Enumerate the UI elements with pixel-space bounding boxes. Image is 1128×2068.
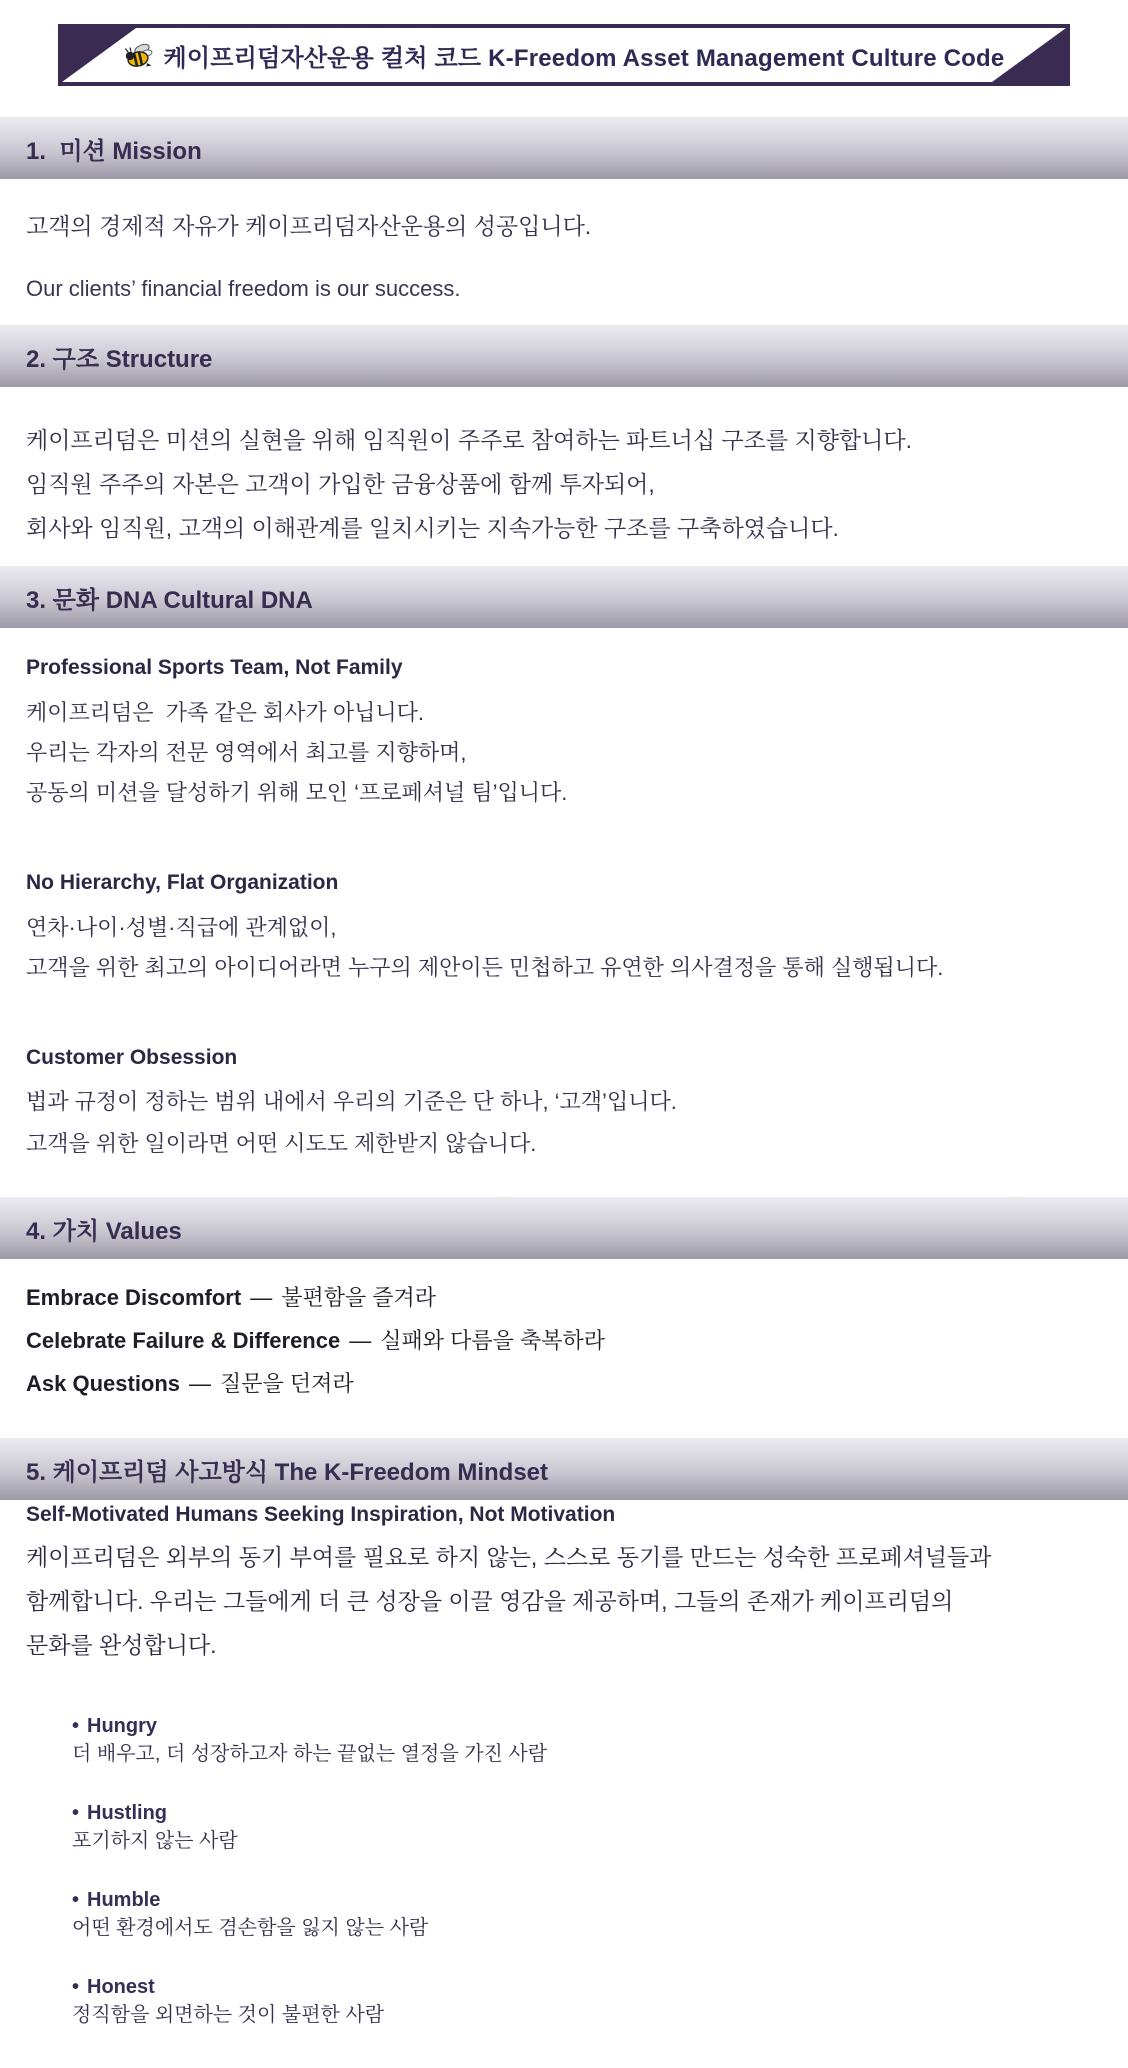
bullet-description: 포기하지 않는 사람: [72, 1830, 238, 1852]
bee-icon: [124, 42, 154, 69]
dna-block-title: No Hierarchy, Flat Organization: [26, 871, 339, 894]
value-name-en: Ask Questions: [26, 1371, 181, 1396]
section-structure-content: [0, 418, 1128, 550]
dna-block-title: Customer Obsession: [26, 1046, 238, 1069]
mindset-paragraph-line: 함께합니다. 우리는 그들에게 더 큰 성장을 이끌 영감을 제공하며, 그들의 존재가 케이프리덤의: [26, 1588, 954, 1614]
value-item: [26, 1319, 1102, 1362]
bullet-title: [72, 1886, 1102, 1914]
bullet-name: Humble: [87, 1889, 161, 1911]
value-separator: —: [250, 1285, 273, 1310]
list-item: [72, 1973, 1102, 2030]
list-item: [72, 1712, 1102, 1769]
bullet-title: [72, 1712, 1102, 1740]
section-heading-cultural-dna: 3. 문화 DNA Cultural DNA: [0, 566, 1128, 628]
value-name-ko: 불편함을 즐겨라: [281, 1285, 437, 1310]
bullet-description: 어떤 환경에서도 겸손함을 잃지 않는 사람: [72, 1917, 429, 1939]
bullet-description: 더 배우고, 더 성장하고자 하는 끝없는 열정을 가진 사람: [72, 1743, 548, 1765]
title-banner: [58, 24, 1070, 86]
bullet-name: Hustling: [87, 1802, 168, 1824]
bullet-title: [72, 1799, 1102, 1827]
bullet-icon: •: [72, 1802, 80, 1824]
section-cultural-dna-content: [0, 653, 1128, 1165]
list-item: [72, 1886, 1102, 1943]
value-separator: —: [189, 1371, 212, 1396]
bullet-icon: •: [72, 1715, 80, 1737]
value-name-ko: 실패와 다름을 축복하라: [380, 1328, 605, 1353]
mindset-paragraph-line: 문화를 완성합니다.: [26, 1632, 217, 1658]
mindset-bullet-list: [26, 1712, 1102, 2030]
list-item: [72, 1799, 1102, 1856]
structure-line: 임직원 주주의 자본은 고객이 가입한 금융상품에 함께 투자되어,: [26, 471, 655, 497]
dna-line: 우리는 각자의 전문 영역에서 최고를 지향하며,: [26, 740, 467, 765]
value-item: [26, 1362, 1102, 1405]
value-item: [26, 1276, 1102, 1319]
mindset-subtitle: Self-Motivated Humans Seeking Inspiration, Not Motivation: [26, 1503, 616, 1526]
bullet-name: Honest: [87, 1976, 155, 1998]
section-mission-content: [0, 203, 1128, 311]
mission-statement-en: Our clients’ financial freedom is our success.: [26, 276, 461, 301]
bullet-title: [72, 1973, 1102, 2001]
section-heading-structure: 2. 구조 Structure: [0, 325, 1128, 387]
value-name-en: Embrace Discomfort: [26, 1285, 242, 1310]
mindset-paragraph-line: 케이프리덤은 외부의 동기 부여를 필요로 하지 않는, 스스로 동기를 만드는 성숙한 프로페셔널들과: [26, 1544, 992, 1570]
mindset-paragraph: [26, 1535, 1102, 1667]
dna-block-title: Professional Sports Team, Not Family: [26, 656, 403, 679]
dna-line: 연차·나이·성별·직급에 관계없이,: [26, 915, 337, 940]
bullet-icon: •: [72, 1889, 80, 1911]
dna-line: 케이프리덤은 가족 같은 회사가 아닙니다.: [26, 700, 424, 725]
dna-line: 공동의 미션을 달성하기 위해 모인 ‘프로페셔널 팀’입니다.: [26, 780, 568, 805]
section-heading-values: 4. 가치 Values: [0, 1197, 1128, 1259]
section-mindset-content: [0, 1500, 1128, 2030]
banner-wrap: [0, 0, 1128, 86]
dna-block-body: [26, 908, 1102, 988]
value-separator: —: [349, 1328, 372, 1353]
value-name-ko: 질문을 던져라: [220, 1371, 354, 1396]
dna-line: 고객을 위한 일이라면 어떤 시도도 제한받지 않습니다.: [26, 1131, 537, 1156]
structure-line: 회사와 임직원, 고객의 이해관계를 일치시키는 지속가능한 구조를 구축하였습니다.: [26, 515, 839, 541]
page-title: 케이프리덤자산운용 컬처 코드 K-Freedom Asset Management Culture Code: [163, 44, 1005, 72]
dna-block-body: [26, 693, 1102, 813]
section-heading-mission: 1. 미션 Mission: [0, 117, 1128, 179]
bullet-name: Hungry: [87, 1715, 158, 1737]
dna-line: 법과 규정이 정하는 범위 내에서 우리의 기준은 단 하나, ‘고객’입니다.: [26, 1089, 677, 1114]
section-values-content: [0, 1276, 1128, 1405]
dna-block-body: [26, 1081, 1102, 1165]
structure-line: 케이프리덤은 미션의 실현을 위해 임직원이 주주로 참여하는 파트너십 구조를 지향합니다.: [26, 427, 912, 453]
mission-statement-ko: 고객의 경제적 자유가 케이프리덤자산운용의 성공입니다.: [26, 213, 592, 239]
section-heading-mindset: 5. 케이프리덤 사고방식 The K-Freedom Mindset: [0, 1438, 1128, 1500]
bullet-description: 정직함을 외면하는 것이 불편한 사람: [72, 2004, 385, 2026]
dna-line: 고객을 위한 최고의 아이디어라면 누구의 제안이든 민첩하고 유연한 의사결정을 통해 실행됩니다.: [26, 955, 944, 980]
value-name-en: Celebrate Failure & Difference: [26, 1328, 341, 1353]
bullet-icon: •: [72, 1976, 80, 1998]
